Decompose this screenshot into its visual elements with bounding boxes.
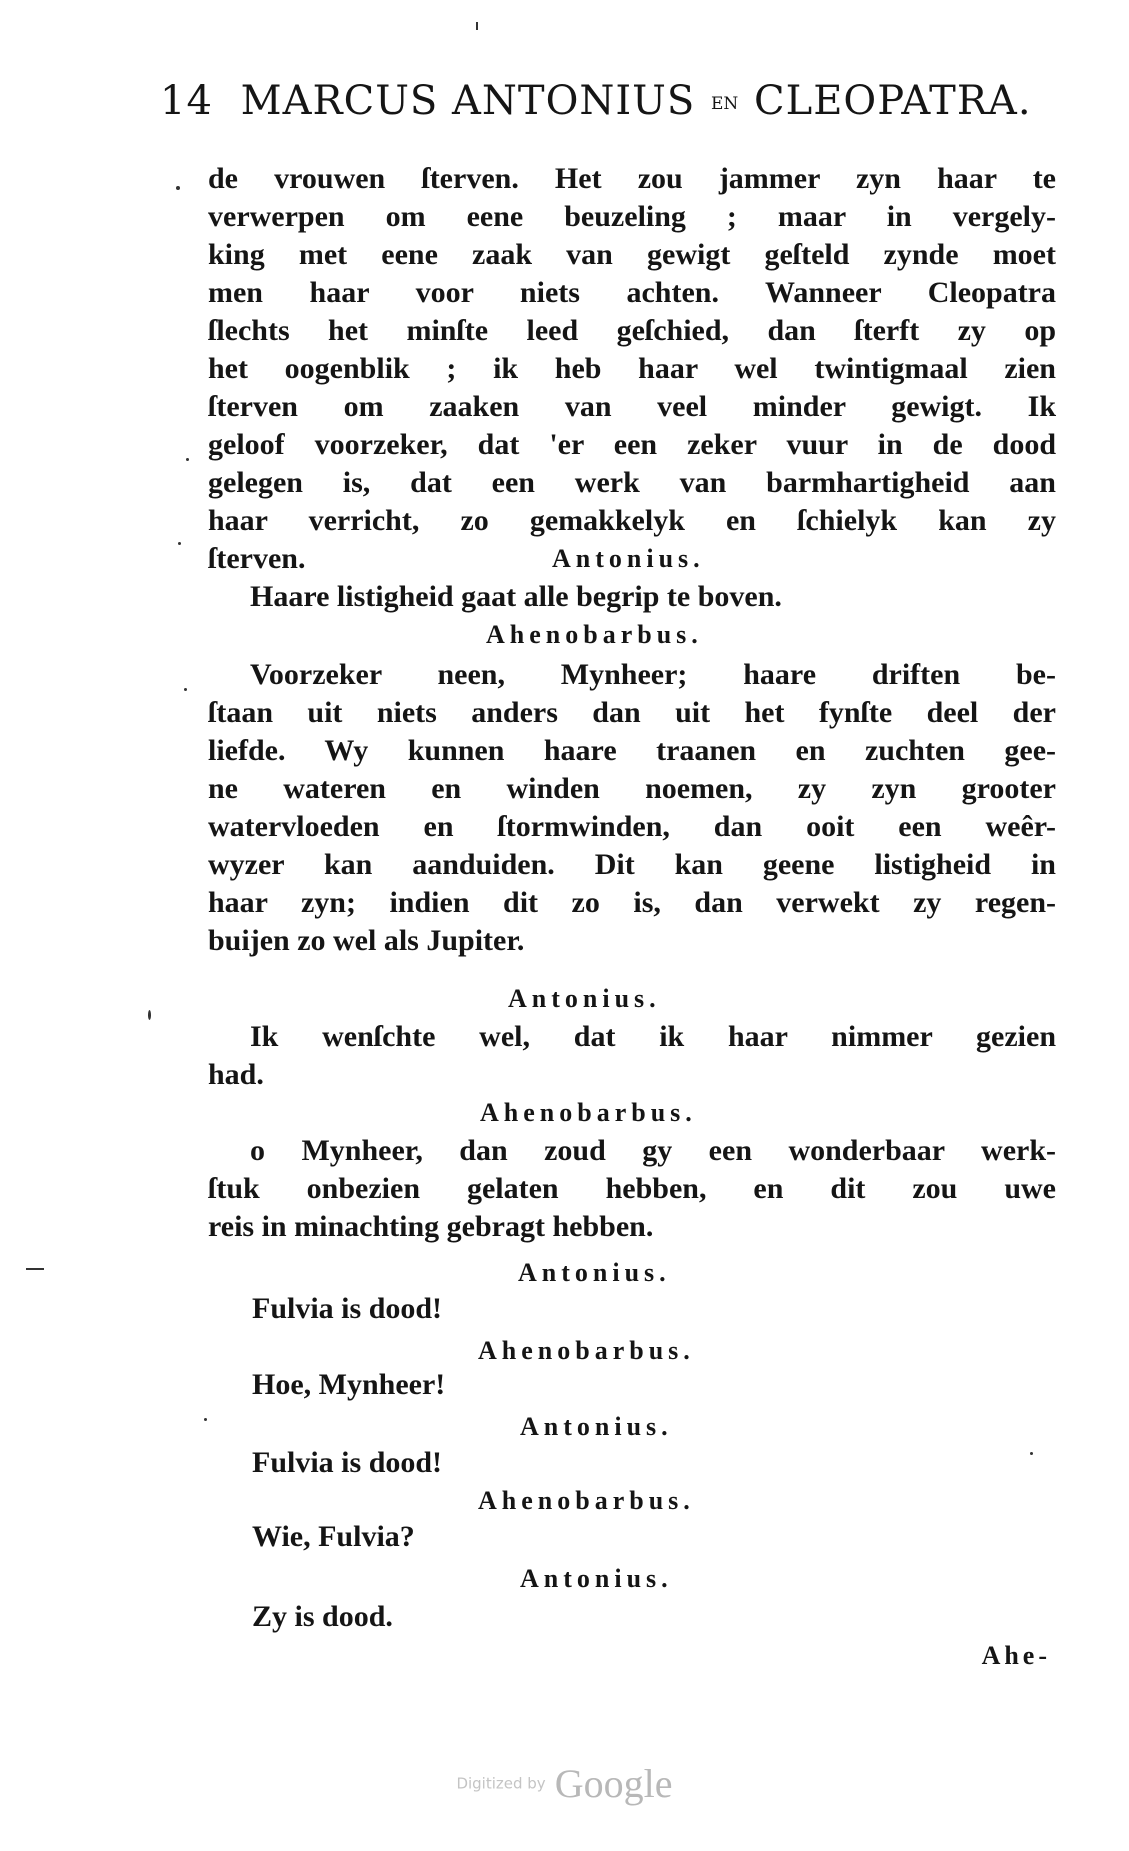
scan-speck <box>176 186 180 190</box>
watermark-brand: Google <box>554 1761 673 1806</box>
text-line: ſterven. <box>208 542 306 575</box>
digitization-watermark <box>0 1760 1129 1807</box>
text-line: Wie, Fulvia? <box>252 1520 415 1553</box>
speaker-name: Antonius. <box>552 544 705 573</box>
scan-speck <box>204 1418 207 1421</box>
speaker-name: Antonius. <box>520 1412 673 1441</box>
text-line: ſtuk onbezien gelaten hebben, en dit zou uwe <box>208 1172 1056 1205</box>
scan-speck <box>476 22 478 30</box>
text-line: verwerpen om eene beuzeling ; maar in vergely- <box>208 200 1056 233</box>
text-line: liefde. Wy kunnen haare traanen en zuchten gee- <box>208 734 1056 767</box>
speaker-name: Antonius. <box>518 1258 671 1287</box>
text-line: Fulvia is dood! <box>252 1446 443 1479</box>
text-line: ſterven om zaaken van veel minder gewigt. Ik <box>208 390 1056 423</box>
text-line: Zy is dood. <box>252 1600 393 1633</box>
header-connector: EN <box>711 94 739 114</box>
scan-speck <box>178 542 181 545</box>
text-line: Hoe, Mynheer! <box>252 1368 446 1401</box>
text-line: men haar voor niets achten. Wanneer Cleopatra <box>208 276 1056 309</box>
page-number: 14 <box>160 78 213 124</box>
text-line: Ik wenſchte wel, dat ik haar nimmer gezien <box>250 1020 1056 1053</box>
text-line: ſlechts het minſte leed geſchied, dan ſterft zy op <box>208 314 1056 347</box>
speaker-name: Ahenobarbus. <box>478 1336 695 1365</box>
text-line: wyzer kan aanduiden. Dit kan geene listigheid in <box>208 848 1056 881</box>
text-line: het oogenblik ; ik heb haar wel twintigmaal zien <box>208 352 1056 385</box>
text-line: haar zyn; indien dit zo is, dan verwekt zy regen- <box>208 886 1056 919</box>
scan-speck <box>186 458 189 461</box>
text-line: gelegen is, dat een werk van barmhartigheid aan <box>208 466 1056 499</box>
text-line: watervloeden en ſtormwinden, dan ooit een weêr- <box>208 810 1056 843</box>
speaker-name: Ahenobarbus. <box>478 1486 695 1515</box>
text-line: ſtaan uit niets anders dan uit het fynſte deel der <box>208 696 1056 729</box>
running-header <box>160 78 1040 138</box>
scan-speck <box>1030 1452 1033 1455</box>
speaker-name: Ahenobarbus. <box>486 620 703 649</box>
watermark-prefix: Digitized by <box>456 1774 546 1793</box>
header-title-part1: MARCUS ANTONIUS <box>240 78 696 124</box>
speaker-name: Antonius. <box>508 984 661 1013</box>
text-line: reis in minachting gebragt hebben. <box>208 1210 654 1243</box>
catchword: Ahe- <box>981 1641 1051 1670</box>
speaker-name: Ahenobarbus. <box>480 1098 697 1127</box>
text-line: king met eene zaak van gewigt geſteld zynde moet <box>208 238 1056 271</box>
text-line: Fulvia is dood! <box>252 1292 443 1325</box>
text-line: Voorzeker neen, Mynheer; haare driften be- <box>250 658 1056 691</box>
text-line: Haare listigheid gaat alle begrip te boven. <box>250 580 782 613</box>
text-line: had. <box>208 1058 264 1091</box>
speaker-name: Antonius. <box>520 1564 673 1593</box>
text-line: buijen zo wel als Jupiter. <box>208 924 525 957</box>
scan-speck <box>148 1010 151 1020</box>
text-line: de vrouwen ſterven. Het zou jammer zyn haar te <box>208 162 1056 195</box>
text-line: geloof voorzeker, dat 'er een zeker vuur in de dood <box>208 428 1056 461</box>
scan-speck <box>184 688 187 691</box>
text-line: haar verricht, zo gemakkelyk en ſchielyk kan zy <box>208 504 1056 537</box>
scan-speck <box>26 1268 44 1270</box>
header-title-part2: CLEOPATRA. <box>754 78 1032 124</box>
text-line: ne wateren en winden noemen, zy zyn grooter <box>208 772 1056 805</box>
text-line: o Mynheer, dan zoud gy een wonderbaar werk- <box>250 1134 1056 1167</box>
